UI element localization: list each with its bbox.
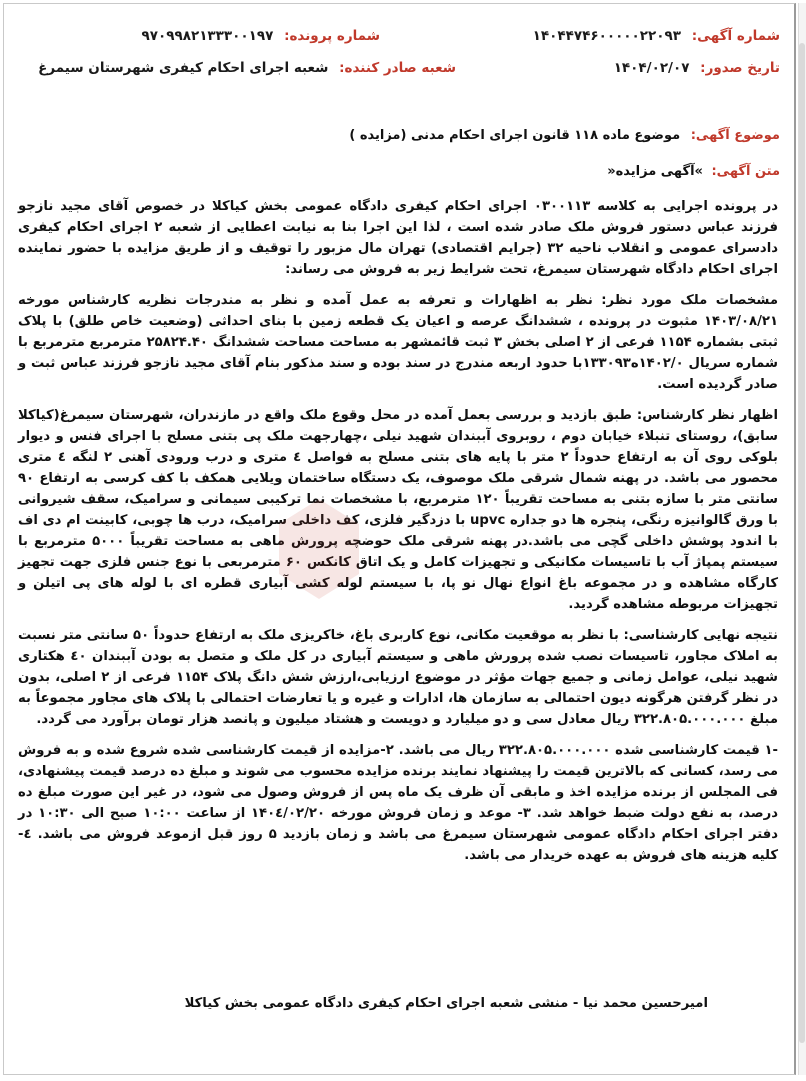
issue-date: ۱۴۰۴/۰۲/۰۷	[613, 60, 690, 76]
notice-header	[18, 28, 780, 108]
notice-number-label: شماره آگهی:	[691, 28, 780, 44]
issue-date-label: تاریخ صدور:	[700, 60, 780, 76]
body-paragraph-terms: -۱ قیمت کارشناسی شده ۳۲۲.۸۰۵.۰۰۰.۰۰۰ ریال می باشد. ۲-مزایده از قیمت کارشناسی شده شروع شده و به فروش می رسد، کسانی که بالاترین قیمت را پیشنهاد نمایند برنده مزایده محسوب می شوند و مبلغ ده درصد قیمت پیشنهادی، فی المجلس از برنده مزایده اخذ و مابقی آن ظرف یک ماه پس از فروش وصول می شود، در غیر این صورت مبلغ ده درصد، به نفع دولت ضبط خواهد شد. ۳- موعد و زمان فروش مورخه ۱۴۰٤/۰۲/۲۰ از ساعت ۱۰:۰۰ صبح الی ۱۰:۳۰ در دفتر اجرای احکام دادگاه عمومی شهرستان سیمرغ می باشد و زمان بازدید ۵ روز قبل ازموعد فروش می باشد. ٤- کلیه هزینه های فروش به عهده خریدار می باشد.	[18, 743, 779, 863]
vertical-scrollbar[interactable]	[798, 3, 806, 1075]
case-number: ۹۷۰۹۹۸۲۱۳۳۳۰۰۱۹۷	[141, 28, 274, 44]
case-number-row	[142, 28, 380, 44]
case-number-label: شماره پرونده:	[284, 28, 380, 44]
issuer-label: شعبه صادر کننده:	[339, 60, 456, 76]
notice-text-label: متن آگهی:	[711, 164, 780, 179]
notice-body	[18, 196, 778, 876]
body-paragraph-intro: در پرونده اجرایی به کلاسه ۰۳۰۰۱۱۳ اجرای احکام کیفری دادگاه عمومی بخش کیاکلا در خصوص آقای مجید نازجو فرزند عباس دستور فروش ملک صادر شده است ، لذا این اجرا بنا به نیابت اعطایی از شعبه ۲ اجرای احکام کیفری دادسرای عمومی و انقلاب ناحیه ۳۲ (جرایم اقتصادی) تهران مال مزبور را توقیف و از طریق مزایده با حضور نماینده اجرای احکام دادگاه شهرستان سیمرغ، تحت شرایط زیر به فروش می رساند:	[18, 199, 778, 277]
body-paragraph-property: مشخصات ملک مورد نظر: نظر به اظهارات و تعرفه به عمل آمده و نظر به مندرجات نظریه کارشناس مورخه ۱۴۰۳/۰۸/۲۱ مثبوت در پرونده ، ششدانگ عرصه و اعیان یک قطعه زمین با بنای احداثی (وضعیت خاص طلق) با پلاک ثبتی بشماره ۱۱۵۴ فرعی از ۲ اصلی بخش ۳ ثبت قائمشهر به مساحت مساحت ششدانگ ۲۵۸۲۴.۴۰ مترمربع مترمربع با شماره سریال ۱۴۰۲/۰ه۱۳۳۰۹۳با حدود اربعه مندرج در سند بوده و سند مذکور بنام آقای مجید نازجو فرزند عباس ثبت و صادر گردیده است.	[18, 293, 779, 392]
subject-label: موضوع آگهی:	[690, 128, 780, 143]
subject-value: موضوع ماده ۱۱۸ قانون اجرای احکام مدنی (مزایده )	[349, 128, 681, 143]
notice-document	[3, 3, 796, 1075]
scrollbar-thumb[interactable]	[799, 43, 805, 1043]
notice-text-value: »آگهی مزایده«	[607, 164, 703, 179]
notice-text-row	[18, 164, 780, 179]
issuer-row	[38, 60, 456, 76]
notice-number: ۱۴۰۴۴۷۴۶۰۰۰۰۰۲۲۰۹۳	[532, 28, 681, 44]
issue-date-row	[614, 60, 780, 76]
body-paragraph-expert-opinion: اظهار نظر کارشناس: طبق بازدید و بررسی بعمل آمده در محل وقوع ملک واقع در مازندران، شهرستان سیمرغ(کیاکلا سابق)، روستای تنبلاء خیابان دوم ، روبروی آببندان شهید نیلی ،چهارجهت ملک پی بتنی مسلح با اجرای فنس و دیوار بلوکی روی آن به ارتفاع حدوداً ۲ متر با پایه های بتنی مسلح به فواصل ٤ متری و درب ورودی آهنی ۲ لنگه ٤ متری محصور می باشد. در پهنه شمال شرقی ملک موصوف، یک دستگاه ساختمان ویلایی همکف با کف کرسی به ارتفاع ۹۰ سانتی متر با سازه بتنی به مساحت تقریباً ۱۲۰ مترمربع، با مشخصات نما ترکیبی سیمانی و سرامیک، سقف شیروانی با ورق گالوانیزه رنگی، پنجره ها دو جداره upvc با دزدگیر فلزی، کف داخلی سرامیک، درب ها چوبی، کابینت ام دی اف با اندود پوشش داخلی گچی می باشد.در پهنه شرقی ملک حوضچه پرورش ماهی به مساحت تقریباً ۵۰۰۰ مترمربع با سیستم پمپاژ آب با تاسیسات مکانیکی و تجهیزات کامل و یک اتاق کانکس ۶۰ مترمربعی با نوع جنس فلزی جهت تجهیز کارگاه مشاهده و در مجموعه باغ انواع نهال نو پا، با سیستم لوله کشی آبیاری قطره ای با لوله های پی اتیلن و تجهیزات مربوطه مشاهده گردید.	[18, 408, 779, 612]
signature: امیرحسین محمد نیا - منشی شعبه اجرای احکام کیفری دادگاه عمومی بخش کیاکلا	[184, 996, 708, 1011]
body-paragraph-final-result: نتیجه نهایی کارشناسی: با نظر به موقعیت مکانی، نوع کاربری باغ، خاکریزی ملک به ارتفاع حدوداً ۵۰ سانتی متر نسبت به املاک مجاور، تاسیسات نصب شده پرورش ماهی و سیستم آبیاری در کل ملک و متصل به بودن آببندان ٤۰ هکتاری شهید نیلی، عوامل زمانی و جمیع جهات مؤثر در موضوع ارزیابی،ارزش شش دانگ پلاک ۱۱۵۴ فرعی از ۲ اصلی، بدون در نظر گرفتن هرگونه دیون احتمالی به سازمان ها، ادارات و غیره و یا تعارضات احتمالی با پلاک های مجاور مجموعاً به مبلغ ۳۲۲.۸۰۵.۰۰۰.۰۰۰ ریال معادل سی و دو میلیارد و دویست و هشتاد میلیون و پانصد هزار تومان برآورد می گردد.	[18, 628, 779, 727]
issuer: شعبه اجرای احکام کیفری شهرستان سیمرغ	[38, 60, 329, 76]
subject-row	[18, 128, 780, 143]
notice-number-row	[533, 28, 780, 44]
